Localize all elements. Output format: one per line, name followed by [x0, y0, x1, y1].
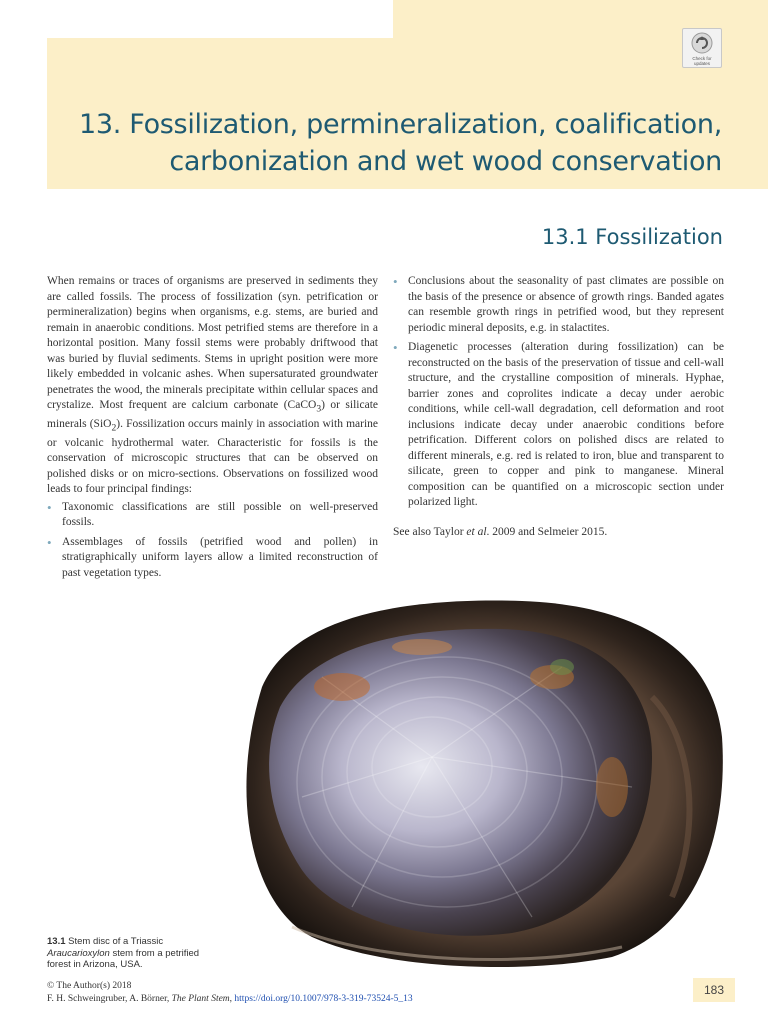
see-also-b: . 2009 and Selmeier 2015.	[486, 525, 608, 538]
right-column	[393, 274, 724, 540]
see-also-text	[393, 525, 724, 541]
intro-text-c: ). Fossilization occurs mainly in association with marine or volcanic hydrothermal water. Characteristic for fossils is the conservation of microscopic structures that can be observed on polished disks or on micro-sections. Observations on fossilized wood leads to four principal findings:	[47, 417, 378, 496]
section-title: 13.1 Fossilization	[541, 225, 723, 249]
see-also-etal: et al	[466, 525, 487, 538]
list-item: • Assemblages of fossils (petrified wood and pollen) in stratigraphically uniform layers allow a limited reconstruction of past vegetation types.	[47, 535, 378, 582]
citation-line	[47, 993, 667, 1006]
updates-icon	[691, 32, 713, 54]
list-item: • Diagenetic processes (alteration during fossilization) can be reconstructed on the basis of the preservation of tissue and cell-wall structure, and the crystalline composition of minerals. Hyphae, barrier zones and coprolites indicate a decay under aerobic conditions, while cell-wall degradation, cell deformation and root inclusions indicate decay under anaerobic conditions before petrification. Different colors on polished discs are related to different minerals, e.g. red is related to iron, blue and transparent to silicate, green to copper and pink to manganese. Mineral composition can be quantified on a microscopic section under polarized light.	[393, 340, 724, 511]
intro-paragraph	[47, 274, 378, 498]
check-for-updates-badge[interactable]	[682, 28, 722, 68]
citation-separator: ,	[229, 993, 235, 1004]
copyright-line: © The Author(s) 2018	[47, 981, 132, 991]
citation-authors: F. H. Schweingruber, A. Börner,	[47, 993, 172, 1004]
caption-text-b: stem from a petrified forest in Arizona, USA.	[47, 947, 200, 970]
list-item: • Conclusions about the seasonality of past climates are possible on the basis of the presence or absence of growth rings. Banded agates can resemble growth rings in petrified wood, but they represent periodic mineral deposits, e.g. in stalactites.	[393, 274, 724, 336]
subscript-2: 2	[111, 422, 117, 434]
caption-text-a: Stem disc of a Triassic	[65, 936, 164, 947]
list-item: • Taxonomic classifications are still possible on well-preserved fossils.	[47, 500, 378, 531]
see-also-a: See also Taylor	[393, 525, 467, 538]
petrified-wood-photo	[232, 597, 726, 969]
intro-text-b: ) or silicate minerals (SiO	[47, 399, 378, 430]
intro-text-a: When remains or traces of organisms are preserved in sediments they are called fossils. The process of fossilization (syn. petrification or permineralization) begins when organisms, e.g. stems, are buried and remain in anaerobic conditions. Most petrified stems are therefore in a horizontal position. Many fossil stems were probably driftwood that was buried by fluvial sediments. Stems in upright position were more likely embedded in volcanic ashes. When supersaturated groundwater penetrates the wood, the minerals precipitate within cellular spaces and crystalize. Most frequent are calcium carbonate (CaCO	[47, 275, 378, 411]
chapter-title-line1: 13. Fossilization, permineralization, coalification,	[78, 109, 722, 140]
caption-genus: Araucarioxylon	[47, 947, 110, 959]
badge-label: Check for updates	[692, 56, 712, 66]
chapter-title-line2: carbonization and wet wood conservation	[169, 146, 722, 177]
left-column	[47, 274, 378, 585]
findings-list-right	[393, 274, 724, 511]
figure-caption	[47, 936, 217, 971]
page-footer	[47, 980, 667, 1005]
findings-list-left	[47, 500, 378, 582]
chapter-title	[60, 106, 722, 180]
page-number: 183	[693, 978, 735, 1002]
caption-number: 13.1	[47, 936, 66, 947]
citation-book-title: The Plant Stem	[171, 993, 230, 1004]
subscript-3: 3	[316, 403, 322, 415]
doi-link[interactable]: https://doi.org/10.1007/978-3-319-73524-5_13	[234, 993, 413, 1004]
